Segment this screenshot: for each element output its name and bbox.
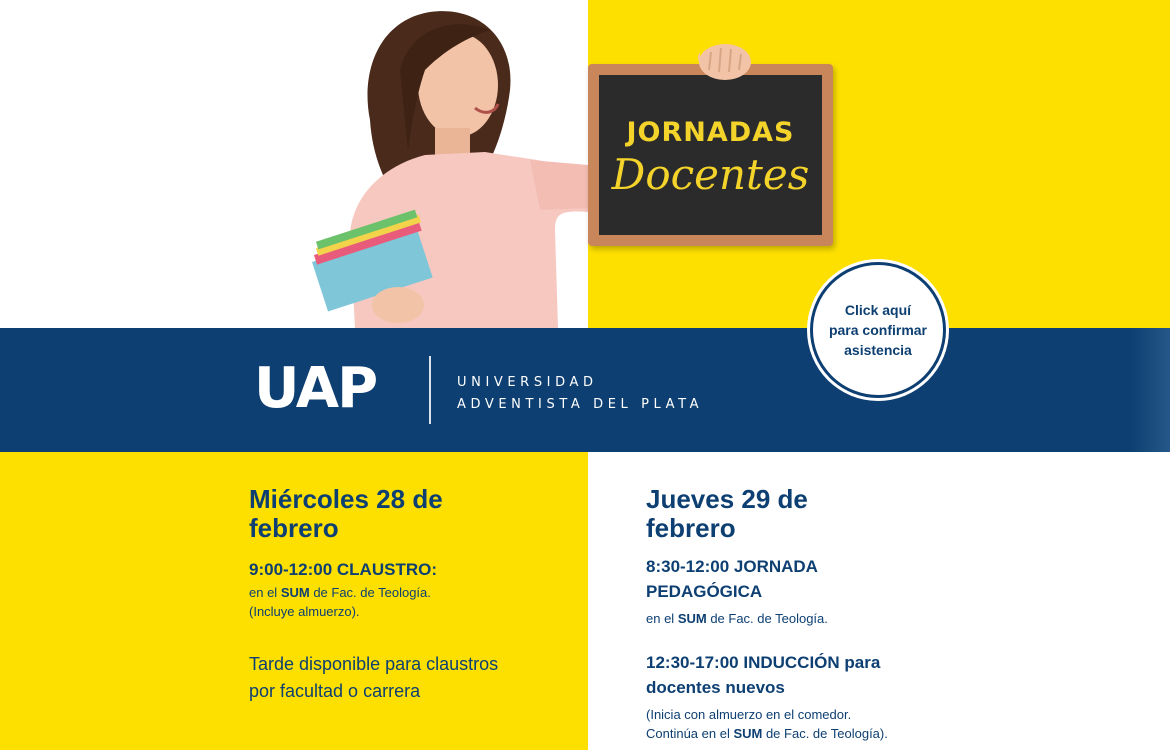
board-subtitle: Docentes	[611, 150, 810, 199]
logo-divider	[429, 356, 431, 424]
wednesday-slot: 9:00-12:00 CLAUSTRO:	[249, 560, 437, 579]
university-name	[457, 372, 703, 416]
cta-line2: para confirmar	[828, 322, 928, 338]
wednesday-afternoon: Tarde disponible para claustros por facultad o carrera	[249, 654, 499, 701]
thursday-slot2-detail: (Inicia con almuerzo en el comedor. Continúa en el SUM de Fac. de Teología).	[646, 707, 888, 741]
cta-line3: asistencia	[844, 342, 912, 358]
uap-logo	[254, 355, 377, 421]
wednesday-detail: en el SUM de Fac. de Teología. (Incluye almuerzo).	[249, 585, 431, 619]
thursday-slot1-detail: en el SUM de Fac. de Teología.	[646, 611, 828, 626]
wednesday-heading: Miércoles 28 de febrero	[249, 484, 443, 543]
thursday-slot1: 8:30-12:00 JORNADA PEDAGÓGICA	[646, 557, 818, 601]
thursday-heading: Jueves 29 de febrero	[646, 484, 808, 543]
university-name-line1: UNIVERSIDAD	[457, 375, 598, 390]
confirm-attendance-button[interactable]	[810, 262, 946, 398]
university-name-line2: ADVENTISTA DEL PLATA	[457, 397, 704, 412]
chalkboard	[588, 64, 833, 246]
hand-icon	[695, 40, 755, 85]
thursday-slot2: 12:30-17:00 INDUCCIÓN para docentes nuevos	[646, 653, 881, 697]
board-title: JORNADAS	[626, 117, 795, 148]
band-fade	[1130, 328, 1170, 452]
logo-mark: UAP	[254, 355, 377, 421]
cta-line1: Click aquí	[844, 302, 912, 318]
